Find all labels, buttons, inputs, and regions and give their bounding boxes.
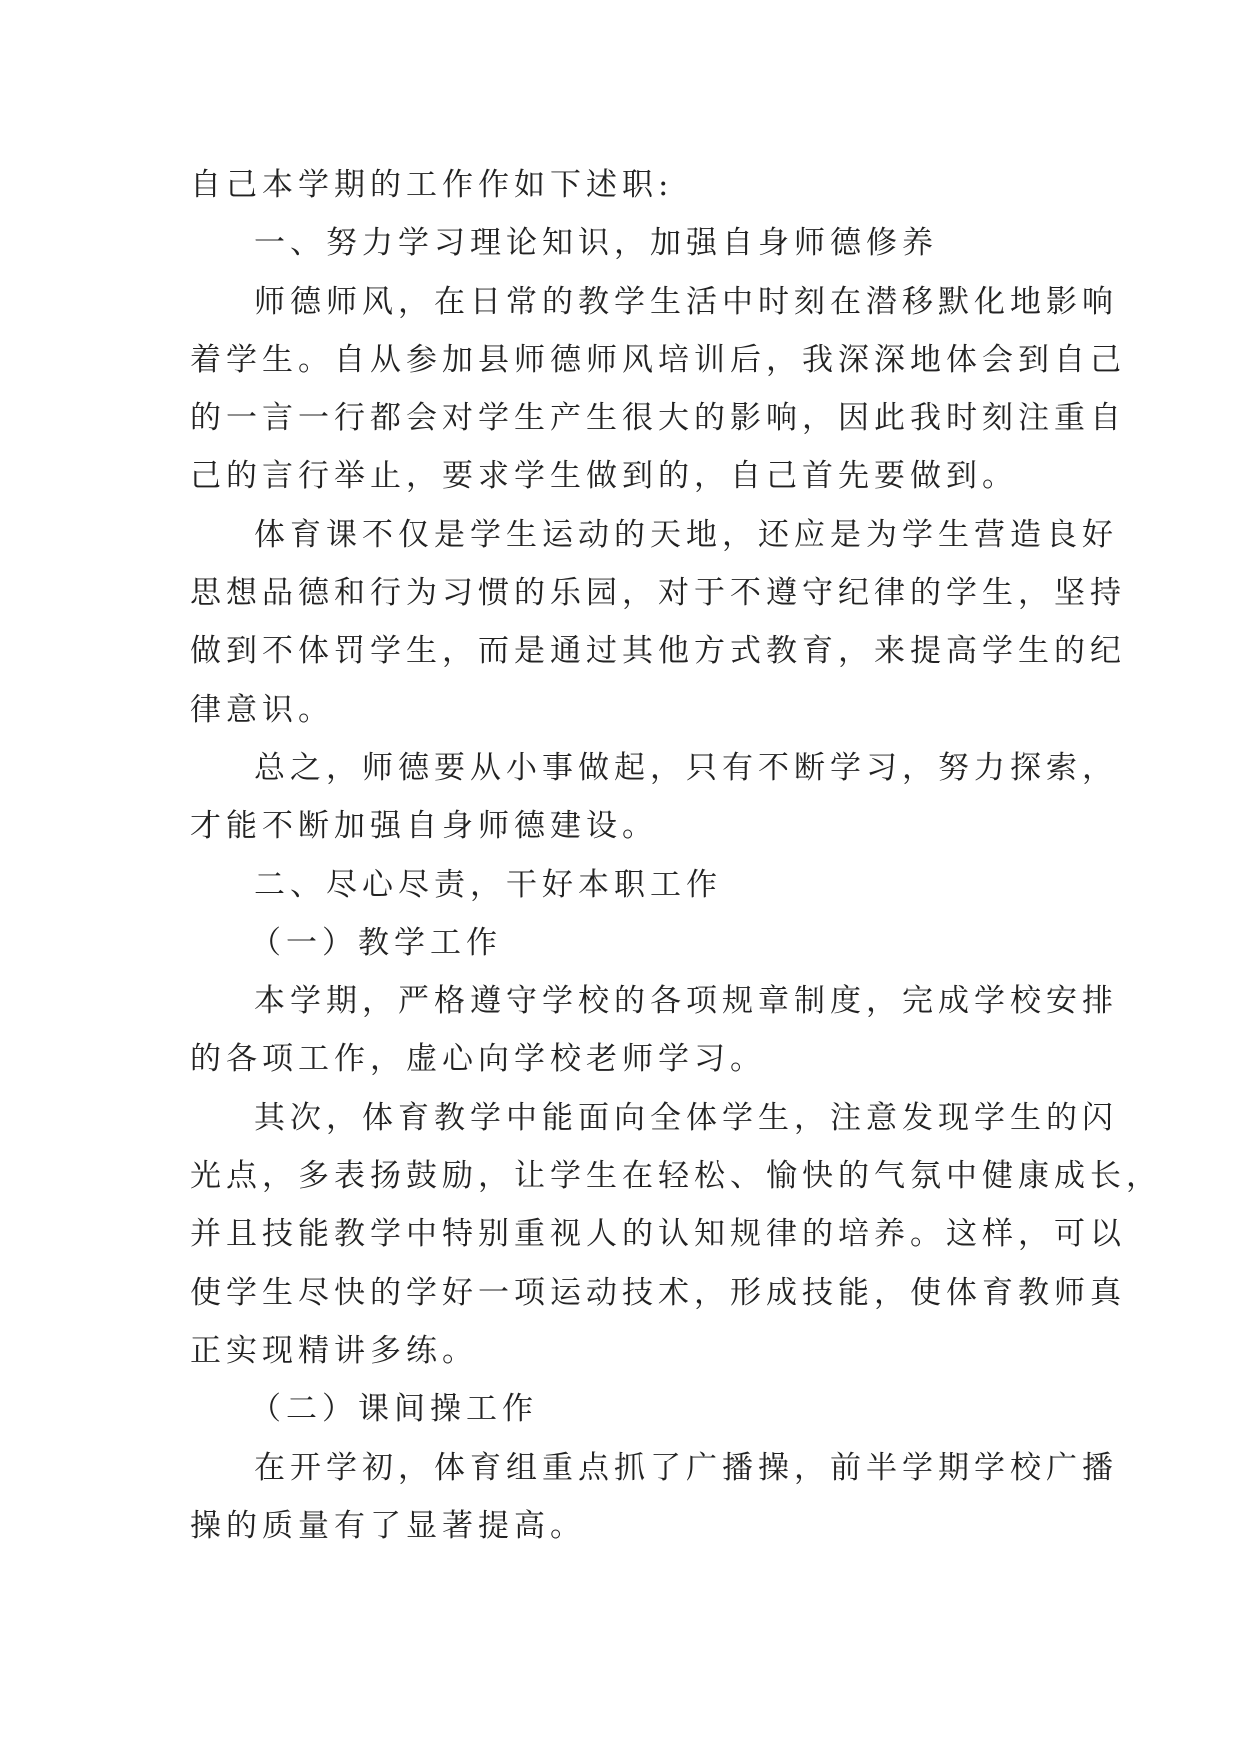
paragraph-line: 自己本学期的工作作如下述职: xyxy=(190,167,674,203)
paragraph-line: 其次，体育教学中能面向全体学生，注意发现学生的闪 xyxy=(254,1099,1118,1136)
section-heading-1: 一、努力学习理论知识，加强自身师德修养 xyxy=(254,225,938,262)
subsection-heading-exercise: （二）课间操工作 xyxy=(250,1391,538,1428)
paragraph-line: 操的质量有了显著提高。 xyxy=(190,1507,586,1544)
section-heading-2: 二、尽心尽责，干好本职工作 xyxy=(254,866,722,903)
subsection-heading-teaching: （一）教学工作 xyxy=(250,924,502,961)
paragraph-line: 在开学初，体育组重点抓了广播操，前半学期学校广播 xyxy=(254,1449,1118,1486)
paragraph-line: 正实现精讲多练。 xyxy=(190,1332,478,1369)
paragraph-line: 体育课不仅是学生运动的天地，还应是为学生营造良好 xyxy=(254,516,1118,553)
paragraph-line: 思想品德和行为习惯的乐园，对于不遵守纪律的学生，坚持 xyxy=(190,575,1126,612)
paragraph-line: 总之，师德要从小事做起，只有不断学习，努力探索， xyxy=(254,749,1118,786)
paragraph-line: 的一言一行都会对学生产生很大的影响，因此我时刻注重自 xyxy=(190,400,1126,437)
paragraph-line: 使学生尽快的学好一项运动技术，形成技能，使体育教师真 xyxy=(190,1274,1126,1311)
paragraph-line: 并且技能教学中特别重视人的认知规律的培养。这样，可以 xyxy=(190,1216,1126,1253)
paragraph-line: 才能不断加强自身师德建设。 xyxy=(190,808,658,845)
paragraph-line: 光点，多表扬鼓励，让学生在轻松、愉快的气氛中健康成长， xyxy=(190,1158,1162,1195)
paragraph-line: 着学生。自从参加县师德师风培训后，我深深地体会到自己 xyxy=(190,341,1126,378)
paragraph-line: 律意识。 xyxy=(190,691,334,728)
paragraph-line: 己的言行举止，要求学生做到的，自己首先要做到。 xyxy=(190,458,1018,495)
paragraph-line: 师德师风，在日常的教学生活中时刻在潜移默化地影响 xyxy=(254,283,1118,320)
paragraph-line: 本学期，严格遵守学校的各项规章制度，完成学校安排 xyxy=(254,983,1118,1020)
document-body xyxy=(190,156,1162,1555)
paragraph-line: 做到不体罚学生，而是通过其他方式教育，来提高学生的纪 xyxy=(190,633,1126,670)
paragraph-line: 的各项工作，虚心向学校老师学习。 xyxy=(190,1041,766,1078)
